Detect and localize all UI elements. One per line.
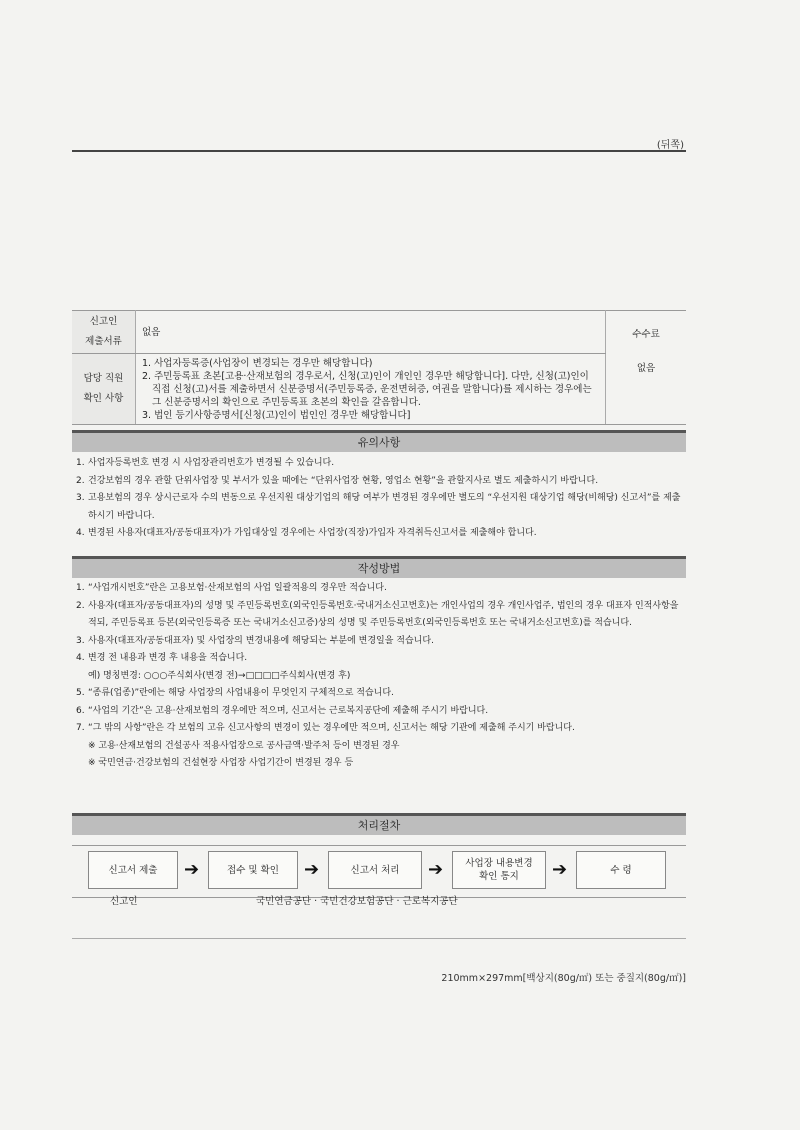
top-divider [72,150,686,152]
list-item: 5. “종류(업종)”란에는 해당 사업장의 사업내용이 무엇인지 구체적으로 적습니다. [76,688,394,698]
actor-applicant-label: 신고인 [110,896,138,907]
list-item: 4. 변경 전 내용과 변경 후 내용을 적습니다. [76,653,248,663]
staff-check-row [72,354,686,425]
example-line: 예) 명칭변경: ○○○주식회사(변경 전)→□□□□주식회사(변경 후) [88,670,351,681]
method-list [76,580,682,773]
list-item: 3. 사용자(대표자/공동대표자) 및 사업장의 변경내용에 해당되는 부분에 변경일을 적습니다. [76,635,434,646]
flow-step-process: 신고서 처리 [328,851,422,889]
list-item: 2. 건강보험의 경우 관할 단위사업장 및 부서가 있을 때에는 “단위사업장 현황, 영업소 현황”을 관할지사로 별도 제출하시기 바랍니다. [76,475,599,486]
staff-check-item: 2. 주민등록표 초본[고용·산재보험의 경우로서, 신청(고)인이 개인인 경우만 해당합니다]. 다만, 신청(고)인이 직접 신청(고)서를 제출하면서 신분증명서(주민등록증, 운전면허증, 여권을 말합니다)를 제시하는 경우에는 그 신분증명서의 확인으로 주민등록표 초본의 확인을 갈음합니다. [142,370,592,408]
process-title: 처리절차 [357,819,401,832]
list-item: 2. 사용자(대표자/공동대표자)의 성명 및 주민등록번호(외국인등록번호·국내거소신고번호)는 개인사업의 경우 개인사업주, 법인의 경우 대표자 인적사항을 적되, 주민등록표 등본(외국인등록증 또는 국내거소신고증)상의 성명 및 주민등록번호(외국인등록번호 또는 국내거소신고번호)를 적습니다. [76,600,679,628]
arrow-right-icon: ➔ [428,859,444,880]
note-line: ※ 고용·산재보험의 건설공사 적용사업장으로 공사금액·발주처 등이 변경된 경우 [88,740,400,751]
method-title: 작성방법 [357,562,401,575]
fee-cell [606,311,687,425]
fee-label: 수수료 [632,329,660,340]
flow-step-submit: 신고서 제출 [88,851,178,889]
applicant-documents-content: 없음 [136,311,606,354]
applicant-documents-label: 신고인 제출서류 [72,311,136,354]
flow-step-notify: 사업장 내용변경 확인 통지 [452,851,546,889]
documents-table [72,310,686,425]
method-section-header [72,556,686,578]
applicant-documents-row [72,311,686,354]
notes-title: 유의사항 [357,436,401,449]
list-item: 4. 변경된 사용자(대표자/공동대표자)가 가입대상일 경우에는 사업장(직장)가입자 자격취득신고서를 제출해야 합니다. [76,528,537,538]
staff-check-item: 3. 법인 등기사항증명서[신청(고)인이 법인인 경우만 해당합니다] [142,409,411,421]
bottom-divider [72,938,686,939]
flow-step-receive: 접수 및 확인 [208,851,298,889]
flow-step-receipt: 수 령 [576,851,666,889]
staff-check-label: 담당 직원 확인 사항 [72,354,136,425]
staff-check-item: 1. 사업자등록증(사업장이 변경되는 경우만 해당합니다) [142,357,373,369]
staff-check-content [136,354,606,425]
list-item: 6. “사업의 기간”은 고용·산재보험의 경우에만 적으며, 신고서는 근로복지공단에 제출해 주시기 바랍니다. [76,705,489,716]
actor-agencies-label: 국민연금공단 · 국민건강보험공단 · 근로복지공단 [256,896,458,907]
process-flow [72,845,686,898]
note-line: ※ 국민연금·건강보험의 건설현장 사업장 사업기간이 변경된 경우 등 [88,758,354,768]
notes-section-header [72,430,686,452]
arrow-right-icon: ➔ [304,859,320,880]
arrow-right-icon: ➔ [552,859,568,880]
list-item: 7. “그 밖의 사항”란은 각 보험의 고유 신고사항의 변경이 있는 경우에만 적으며, 신고서는 해당 기관에 제출해 주시기 바랍니다. [76,723,575,733]
notes-list [76,455,682,543]
process-section-header [72,813,686,835]
fee-value: 없음 [636,363,656,374]
list-item: 3. 고용보험의 경우 상시근로자 수의 변동으로 우선지원 대상기업의 해당 여부가 변경된 경우에만 별도의 “우선지원 대상기업 해당(비해당) 신고서”를 제출하시기 바랍니다. [76,493,681,521]
list-item: 1. “사업개시번호”란은 고용보험·산재보험의 사업 일괄적용의 경우만 적습니다. [76,583,387,593]
paper-size-label: 210mm×297mm[백상지(80g/㎡) 또는 중질지(80g/㎡)] [441,973,686,984]
list-item: 1. 사업자등록번호 변경 시 사업장관리번호가 변경될 수 있습니다. [76,458,335,468]
back-side-label: (뒤쪽) [656,140,684,151]
arrow-right-icon: ➔ [184,859,200,880]
